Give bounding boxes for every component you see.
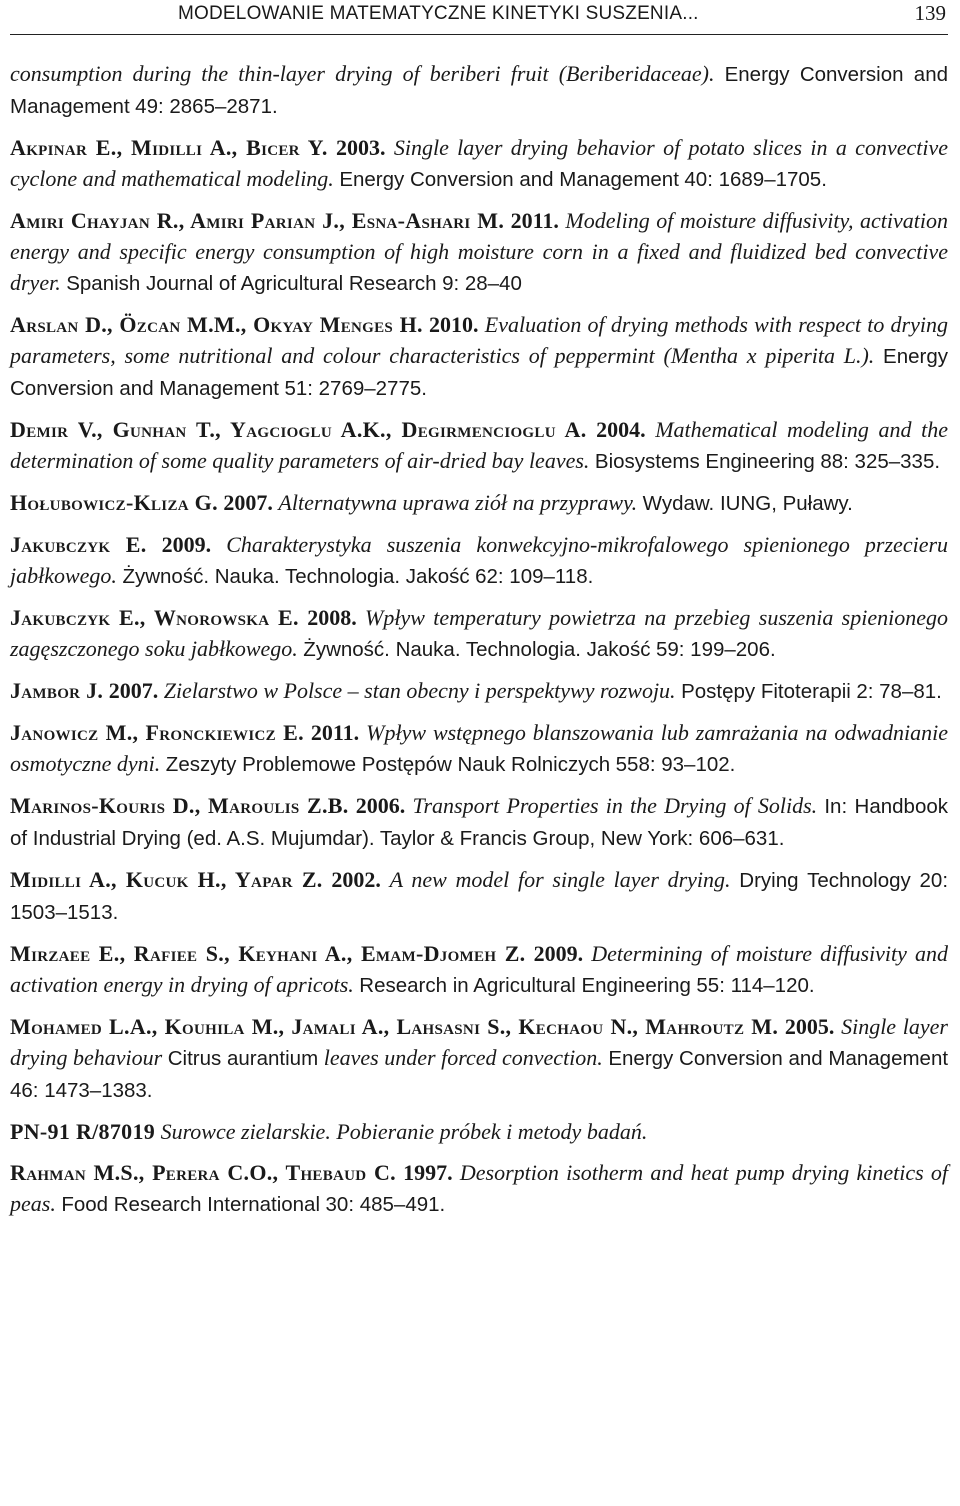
- reference-title: Determining of moisture diffusivity and activation energy in drying of apricots.: [10, 941, 949, 997]
- reference-authors: Jambor J.: [10, 678, 104, 703]
- reference-authors: Akpinar E., Midilli A., Bicer Y.: [10, 135, 328, 160]
- reference-authors: Demir V., Gunhan T., Yagcioglu A.K., Degirmencioglu A.: [10, 417, 587, 442]
- reference-title: Mathematical modeling and the determination of some quality parameters of air-dried bay leaves.: [10, 417, 948, 473]
- reference-title: Transport Properties in the Drying of Solids.: [412, 793, 818, 818]
- reference-title: Wpływ wstępnego blanszowania lub zamrażania na odwadnianie osmotyczne dyni.: [10, 720, 948, 776]
- reference-year: 2009.: [533, 941, 584, 966]
- reference-item: [10, 1157, 948, 1220]
- reference-source: Spanish Journal of Agricultural Research: [66, 272, 437, 295]
- reference-year: 2002.: [331, 867, 381, 892]
- reference-pages: 59: 199–206.: [655, 638, 776, 661]
- reference-authors: Arslan D., Özcan M.M., Okyay Menges H.: [10, 312, 423, 337]
- reference-pages: 40: 1689–1705.: [684, 168, 827, 191]
- reference-item: [10, 675, 948, 707]
- reference-pages: 55: 114–120.: [696, 974, 815, 997]
- reference-year: 2007.: [223, 490, 273, 515]
- reference-title: Single layer drying behaviour: [10, 1014, 948, 1070]
- reference-title: Surowce zielarskie. Pobieranie próbek i metody badań.: [160, 1119, 648, 1144]
- reference-pages: 46: 1473–1383.: [10, 1079, 153, 1102]
- reference-title: Evaluation of drying methods with respect to drying parameters, some nutritional and colour characteristics of peppermint (Mentha x piperita L.).: [10, 312, 948, 368]
- reference-item: [10, 717, 948, 780]
- reference-year: 2011.: [310, 720, 360, 745]
- reference-item: [10, 309, 948, 404]
- reference-title: Single layer drying behavior of potato slices in a convective cyclone and mathematical modeling.: [10, 135, 948, 191]
- reference-item: [10, 487, 948, 519]
- reference-source: Zeszyty Problemowe Postępów Nauk Rolniczych: [165, 753, 611, 776]
- reference-title: A new model for single layer drying.: [389, 867, 731, 892]
- reference-authors: Amiri Chayjan R., Amiri Parian J., Esna-Ashari M.: [10, 208, 505, 233]
- reference-species: Citrus aurantium: [167, 1047, 319, 1070]
- reference-pages: 20: 1503–1513.: [10, 869, 949, 924]
- reference-pages: 51: 2769–2775.: [284, 377, 427, 400]
- reference-year: 1997.: [403, 1160, 453, 1185]
- reference-authors: Rahman M.S., Perera C.O., Thebaud C.: [10, 1160, 396, 1185]
- reference-year: 2011.: [510, 208, 559, 233]
- reference-year: 2006.: [355, 793, 406, 818]
- page-number: 139: [914, 1, 946, 25]
- reference-item: [10, 602, 948, 665]
- reference-authors: Jakubczyk E.: [10, 532, 147, 557]
- reference-source: Drying Technology: [739, 869, 911, 892]
- reference-item: [10, 132, 948, 195]
- reference-title: Desorption isotherm and heat pump drying kinetics of peas.: [10, 1160, 949, 1216]
- reference-title: Wpływ temperatury powietrza na przebieg suszenia spienionego zagęszczonego soku jabłkowego.: [10, 605, 948, 661]
- reference-source: Biosystems Engineering: [594, 450, 815, 473]
- reference-authors: Mirzaee E., Rafiee S., Keyhani A., Emam-Djomeh Z.: [10, 941, 526, 966]
- reference-item: [10, 1011, 948, 1106]
- reference-year: 2003.: [335, 135, 386, 160]
- reference-source: Żywność. Nauka. Technologia. Jakość: [122, 565, 470, 588]
- reference-pages: 62: 109–118.: [475, 565, 594, 588]
- reference-source: In: Handbook of Industrial Drying (ed. A.S. Mujumdar). Taylor & Francis Group, New York: 606–631.: [10, 795, 948, 850]
- reference-title: consumption during the thin-layer drying of beriberi fruit (Beriberidaceae).: [10, 61, 715, 86]
- reference-source: Żywność. Nauka. Technologia. Jakość: [303, 638, 651, 661]
- reference-pages: 88: 325–335.: [820, 450, 941, 473]
- reference-authors: Jakubczyk E., Wnorowska E.: [10, 605, 299, 630]
- reference-pages: 558: 93–102.: [615, 753, 736, 776]
- running-header: [10, 0, 948, 35]
- reference-year: 2009.: [161, 532, 212, 557]
- reference-year: 2005.: [784, 1014, 835, 1039]
- reference-item: [10, 938, 948, 1001]
- reference-source: Research in Agricultural Engineering: [359, 974, 691, 997]
- reference-authors: Mohamed L.A., Kouhila M., Jamali A., Lahsasni S., Kechaou N., Mahroutz M.: [10, 1014, 779, 1039]
- reference-title: Modeling of moisture diffusivity, activation energy and specific energy consumption of high moisture corn in a fixed and fluidized bed convective dryer.: [10, 208, 948, 295]
- reference-item: [10, 1116, 948, 1147]
- reference-year: 2008.: [307, 605, 357, 630]
- reference-item: [10, 864, 948, 928]
- reference-pages: 30: 485–491.: [325, 1193, 446, 1216]
- reference-authors: Midilli A., Kucuk H., Yapar Z.: [10, 867, 323, 892]
- reference-authors: Janowicz M., Fronckiewicz E.: [10, 720, 304, 745]
- reference-title: Zielarstwo w Polsce – stan obecny i perspektywy rozwoju.: [163, 678, 676, 703]
- reference-pages: 9: 28–40: [442, 272, 522, 295]
- reference-title: Alternatywna uprawa ziół na przyprawy.: [278, 490, 638, 515]
- reference-title-tail: leaves under forced convection.: [323, 1045, 603, 1070]
- reference-source: Energy Conversion and Management: [10, 63, 948, 118]
- reference-source: Energy Conversion and Management: [10, 345, 949, 400]
- reference-title: Charakterystyka suszenia konwekcyjno-mikrofalowego spienionego przecieru jabłkowego.: [10, 532, 949, 588]
- reference-continuation: [10, 58, 948, 122]
- reference-item: [10, 414, 948, 477]
- reference-authors: Marinos-Kouris D., Maroulis Z.B.: [10, 793, 349, 818]
- reference-item: [10, 205, 948, 299]
- reference-year: 2007.: [108, 678, 159, 703]
- reference-pages: 49: 2865–2871.: [135, 95, 278, 118]
- running-title: MODELOWANIE MATEMATYCZNE KINETYKI SUSZENIA...: [178, 3, 699, 24]
- reference-authors: Hołubowicz-Kliza G.: [10, 490, 218, 515]
- reference-year: 2004.: [596, 417, 646, 442]
- reference-source: Food Research International: [61, 1193, 321, 1216]
- reference-standard-id: PN-91 R/87019: [10, 1119, 156, 1144]
- reference-pages: 2: 78–81.: [856, 680, 942, 703]
- reference-source: Wydaw. IUNG, Puławy.: [642, 492, 853, 515]
- reference-source: Postępy Fitoterapii: [681, 680, 851, 703]
- reference-list: [10, 58, 948, 1230]
- reference-item: [10, 790, 948, 854]
- reference-item: [10, 529, 948, 592]
- reference-source: Energy Conversion and Management: [608, 1047, 949, 1070]
- reference-year: 2010.: [429, 312, 479, 337]
- reference-source: Energy Conversion and Management: [339, 168, 679, 191]
